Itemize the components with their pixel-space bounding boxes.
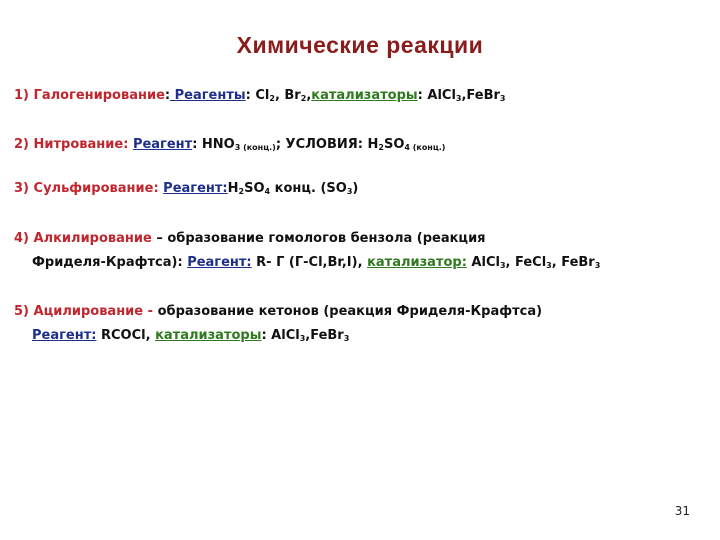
item-nitration [14, 137, 445, 152]
catalyst-value: : AlCl [417, 88, 456, 103]
reaction-description: образование кетонов (реакция Фриделя-Крафтса) [153, 304, 543, 319]
item-alkylation-continued [32, 255, 600, 270]
separator: , [306, 88, 312, 103]
reaction-description: Фриделя-Крафтса): [32, 255, 183, 270]
reagent-value: H [227, 181, 239, 196]
item-number: 5) [14, 304, 29, 319]
reagent-label: Реагент: [32, 328, 97, 343]
item-number: 4) [14, 231, 29, 246]
reaction-name: Ацилирование - [33, 304, 154, 319]
reagent-value: : Cl [245, 88, 270, 103]
subscript: 2 [238, 187, 245, 196]
reaction-name: Нитрование: [33, 137, 129, 152]
subscript: 3 [499, 261, 506, 270]
subscript: 3 (конц.) [234, 143, 276, 152]
reagent-label: Реагент [132, 137, 193, 152]
catalyst-value: ,FeBr [461, 88, 500, 103]
item-acylation [14, 304, 542, 319]
catalyst-value: AlCl [466, 255, 500, 270]
subscript: 3 [499, 94, 506, 103]
reaction-description: – образование гомологов бензола (реакция [151, 231, 486, 246]
subscript: 2 [378, 143, 384, 152]
reagent-value: , Br [274, 88, 301, 103]
catalyst-value: : AlCl [261, 328, 300, 343]
item-halogenation [14, 88, 506, 103]
reagent-value: R- Г (Г-Cl,Br,I), [251, 255, 363, 270]
item-sulfonation [14, 181, 358, 196]
catalyst-label: катализатор: [367, 255, 467, 270]
item-number: 1) [14, 88, 29, 103]
reagent-value: SO [244, 181, 265, 196]
reaction-name: Алкилирование [33, 231, 152, 246]
reagent-value: : HNO [192, 137, 235, 152]
catalyst-value: , FeCl [505, 255, 547, 270]
item-number: 3) [14, 181, 29, 196]
subscript: 2 [269, 94, 275, 103]
subscript: 3 [346, 187, 353, 196]
subscript: 3 [299, 334, 306, 343]
reaction-name: Галогенирование [33, 88, 165, 103]
conditions-value: SO [383, 137, 405, 152]
catalyst-label: катализаторы [155, 328, 262, 343]
subscript: 3 [455, 94, 462, 103]
slide-title: Химические реакции [236, 32, 484, 58]
reaction-name: Сульфирование: [33, 181, 159, 196]
subscript: 3 [343, 334, 350, 343]
item-alkylation [14, 231, 486, 246]
reagent-value: конц. (SO [270, 181, 347, 196]
reagent-value: ) [352, 181, 359, 196]
reagent-value: RCOCl, [96, 328, 151, 343]
subscript: 3 [546, 261, 552, 270]
subscript: 4 (конц.) [404, 143, 446, 152]
subscript: 2 [300, 94, 307, 103]
catalyst-label: катализаторы [311, 88, 418, 103]
page-number: 31 [674, 504, 690, 518]
item-number: 2) [14, 137, 29, 152]
item-acylation-continued [32, 328, 349, 343]
reagent-label: Реагент: [187, 255, 252, 270]
subscript: 4 [264, 187, 271, 196]
colon: : [164, 88, 171, 103]
conditions-value: ; УСЛОВИЯ: H [275, 137, 379, 152]
reagent-label: Реагенты [170, 88, 246, 103]
subscript: 3 [594, 261, 601, 270]
reagent-label: Реагент: [163, 181, 228, 196]
catalyst-value: , FeBr [551, 255, 595, 270]
catalyst-value: ,FeBr [305, 328, 344, 343]
